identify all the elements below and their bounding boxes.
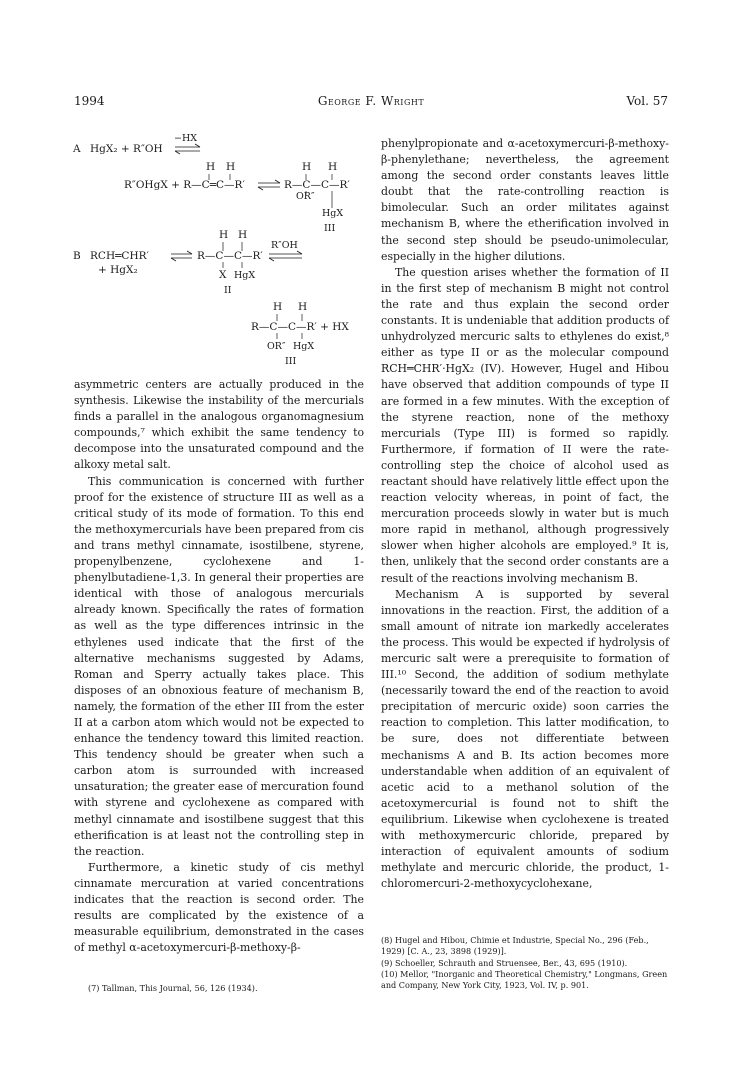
h-atom: H xyxy=(273,301,283,313)
footnote-9: (9) Schoeller, Schrauth and Struensee, Ber., 43, 695 (1910). xyxy=(381,957,628,968)
page-number: 1994 xyxy=(74,94,105,108)
compound-ii-label: II xyxy=(224,285,232,296)
h-atom: H xyxy=(238,229,248,241)
compound-iii-label: III xyxy=(324,223,336,234)
scheme-b-hgx2: + HgX₂ xyxy=(98,264,138,276)
footnote-10: (10) Mellor, "Inorganic and Theoretical Chemistry," Longmans, Green and Company, New York City, 1923, Vol. IV, p. 901. xyxy=(381,969,668,990)
hgx-group: HgX xyxy=(234,270,256,281)
paragraph: phenylpropionate and α-acetoxymercuri-β-methoxy-β-phenylethane; nevertheless, the agreement among the second order constants leaves little doubt that the rate-controlling reaction is bimolecular. Such an order militates against mechanism B, where the etherification involved in the second step should be pseudo-unimolecular, especially in the higher dilutions. xyxy=(381,137,669,263)
h-atom: H xyxy=(226,161,236,173)
compound-iii-label: III xyxy=(285,356,297,367)
volume-number: Vol. 57 xyxy=(626,94,668,108)
h-atom: H xyxy=(206,161,216,173)
minus-hx-label: −HX xyxy=(174,133,198,144)
paragraph: asymmetric centers are actually produced in the synthesis. Likewise the instability of the mercurials finds a parallel in the analogous organomagnesium compounds,⁷ which exhibit the same tendency to decompose into the unsaturated compound and the alkoxy metal salt. xyxy=(74,378,364,472)
scheme-label-b: B xyxy=(73,250,81,262)
paragraph: Mechanism A is supported by several innovations in the reaction. First, the addition of a small amount of nitrate ion markedly accelerates the process. This would be expected if hydrolysis of mercuric salt were a prerequisite to formation of III.¹⁰ Second, the addition of sodium methylate (necessarily toward the end of the reaction to avoid precipitation of mercuric oxide) soon carries the reaction to completion. This latter modification, to be sure, does not differentiate between mechanisms A and B. Its action becomes more understandable when addition of an equivalent of acetic acid to a methanol solution of the acetoxymercurial is found not to shift the equilibrium. Likewise when cyclohexene is treated with methoxymercuric chloride, prepared by interaction of equivalent amounts of sodium methylate and mercuric chloride, the product, 1-chloromercuri-2-methoxycyclohexane, xyxy=(381,587,669,891)
left-column xyxy=(74,377,364,956)
running-header xyxy=(74,94,668,110)
roh-label: R″OH xyxy=(271,240,298,251)
scheme-a-product: R—C—C—R′ xyxy=(284,179,350,191)
running-title: George F. Wright xyxy=(317,94,425,108)
or-group: OR″ xyxy=(296,191,315,202)
scheme-b-intermediate: R—C—C—R′ xyxy=(197,250,263,262)
footnote-8: (8) Hugel and Hibou, Chimie et Industrie, Special No., 296 (Feb., 1929) [C. A., 23, 3898 (1929)]. xyxy=(381,935,649,956)
h-atom: H xyxy=(328,161,338,173)
right-column xyxy=(381,136,669,892)
scheme-label-a: A xyxy=(73,143,81,155)
scheme-b-reactant: RCH═CHR′ xyxy=(90,250,149,262)
reaction-scheme xyxy=(70,128,370,373)
x-group: X xyxy=(219,269,227,281)
scheme-a-reactants: HgX₂ + R″OH xyxy=(90,143,163,155)
scheme-b-product: R—C—C—R′ + HX xyxy=(251,321,349,333)
h-atom: H xyxy=(219,229,229,241)
paragraph: The question arises whether the formation of II in the first step of mechanism B might not control the rate and thus explain the second order constants. It is undeniable that addition products of unhydrolyzed mercuric salts to ethylenes do exist,⁸ either as type II or as the molecular compound RCH═CHR′·HgX₂ (IV). However, Hugel and Hibou have observed that addition compounds of type II are formed in a few minutes. With the exception of the styrene reaction, none of the methoxy mercurials (Type III) is formed so rapidly. Furthermore, if formation of II were the rate-controlling step the choice of alcohol used as reactant should have relatively little effect upon the reaction velocity whereas, in point of fact, the mercuration proceeds slowly in water but is much more rapid in methanol, although progressively slower when higher alcohols are employed.⁹ It is, then, unlikely that the second order constants are a result of the reactions involving mechanism B. xyxy=(381,265,669,585)
paragraph: This communication is concerned with further proof for the existence of structure III as well as a critical study of its mode of formation. To this end the methoxymercurials have been prepared from cis and trans methyl cinnamate, isostilbene, styrene, propenylbenzene, cyclohexene and 1-phenylbutadiene-1,3. In general their properties are identical with those of analogous mercurials already known. Specifically the rates of formation as well as the type differences intrinsic in the ethylenes used indicate that the first of the alternative mechanisms suggested by Adams, Roman and Sperry actually takes place. This disposes of an obnoxious feature of mechanism B, namely, the formation of the ether III from the ester II at a carbon atom which would not be expected to enhance the tendency toward this limited reaction. This tendency should be greater when such a carbon atom is surrounded with increased unsaturation; the greater ease of mercuration found with styrene and cyclohexene as compared with methyl cinnamate and isostilbene suggest that this etherification is at least not the controlling step in the reaction. xyxy=(74,474,364,858)
h-atom: H xyxy=(298,301,308,313)
paragraph: Furthermore, a kinetic study of cis methyl cinnamate mercuration at varied concentrations indicates that the reaction is second order. The results are complicated by the existence of a measurable equilibrium, demonstrated in the cases of methyl α-acetoxymercuri-β-methoxy-β- xyxy=(74,860,364,955)
hgx-group: HgX xyxy=(293,341,315,352)
h-atom: H xyxy=(302,161,312,173)
footnote-7: (7) Tallman, This Journal, 56, 126 (1934). xyxy=(88,983,258,993)
hgx-group: HgX xyxy=(322,208,344,219)
footnotes xyxy=(381,935,671,992)
scheme-a-second: R″OHgX + R—C═C—R′ xyxy=(124,179,245,191)
or-group: OR″ xyxy=(267,341,286,352)
